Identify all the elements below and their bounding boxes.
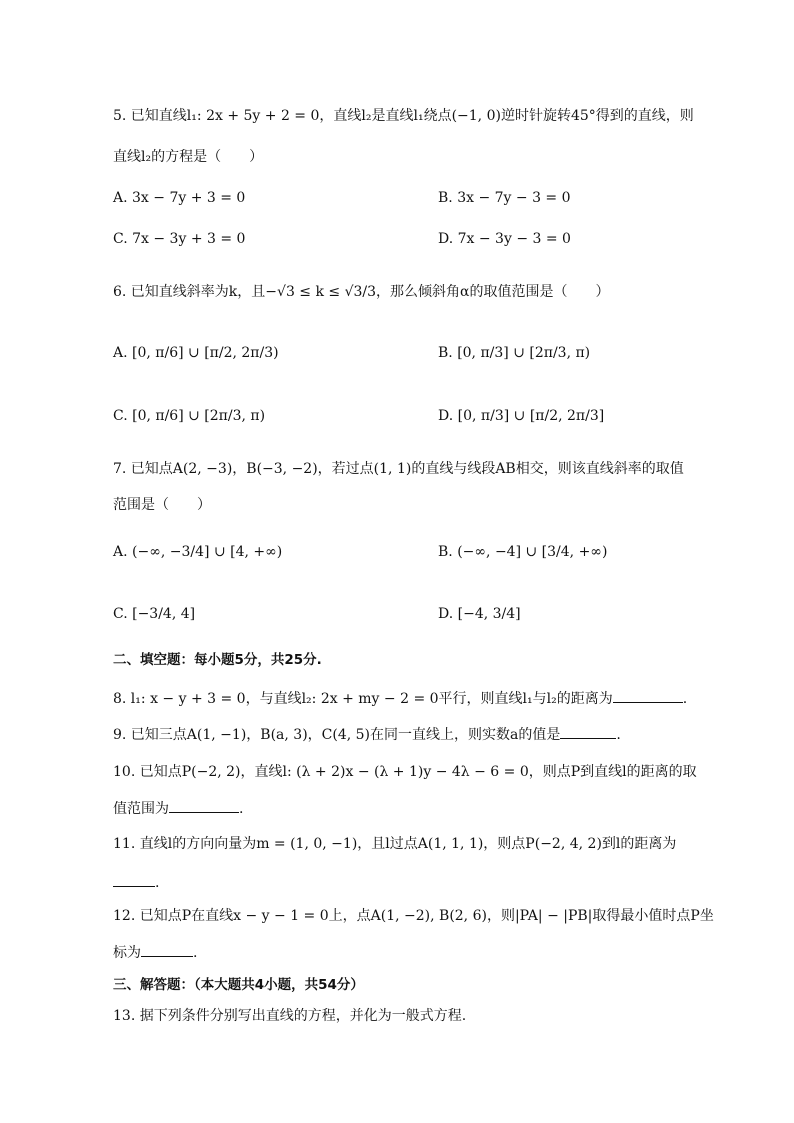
q5-option-b: B. 3x − 7y − 3 = 0 bbox=[438, 190, 571, 206]
q11-end: . bbox=[155, 875, 160, 891]
q6-option-a: A. [0, π/6] ∪ [π/2, 2π/3) bbox=[113, 345, 279, 361]
q12-stem-line2 bbox=[113, 942, 197, 963]
q8-end: . bbox=[682, 691, 688, 707]
q10-answer-blank[interactable] bbox=[169, 798, 239, 813]
q7-stem-line2: 范围是（ ） bbox=[113, 497, 211, 513]
q7-option-d: D. [−4, 3/4] bbox=[438, 606, 521, 622]
q6-option-b: B. [0, π/3] ∪ [2π/3, π) bbox=[438, 345, 591, 361]
q10-stem-line2 bbox=[113, 798, 243, 819]
q8-answer-blank[interactable] bbox=[613, 688, 683, 703]
q10-end: . bbox=[239, 801, 244, 817]
q6-stem: 6. 已知直线斜率为k，且−√3 ≤ k ≤ √3/3，那么倾斜角α的取值范围是（ ） bbox=[113, 284, 610, 300]
q7-stem-line1: 7. 已知点A(2, −3)，B(−3, −2)，若过点(1, 1)的直线与线段AB相交，则该直线斜率的取值 bbox=[113, 461, 684, 477]
q7-option-a: A. (−∞, −3/4] ∪ [4, +∞) bbox=[113, 544, 283, 560]
q9-end: . bbox=[616, 727, 621, 743]
q10-text: 值范围为 bbox=[113, 801, 169, 817]
q8-stem bbox=[113, 688, 687, 709]
q5-stem-line1: 5. 已知直线l₁: 2x + 5y + 2 = 0，直线l₂是直线l₁绕点(−1, 0)逆时针旋转45°得到的直线，则 bbox=[113, 108, 694, 124]
q12-end: . bbox=[193, 945, 198, 961]
q12-answer-blank[interactable] bbox=[141, 942, 193, 957]
section-fill-in-heading: 二、填空题：每小题5分，共25分. bbox=[113, 652, 322, 668]
q9-answer-blank[interactable] bbox=[560, 724, 616, 739]
q6-option-d: D. [0, π/3] ∪ [π/2, 2π/3] bbox=[438, 408, 605, 424]
q9-stem bbox=[113, 724, 621, 745]
q12-text: 标为 bbox=[113, 945, 141, 961]
q6-option-c: C. [0, π/6] ∪ [2π/3, π) bbox=[113, 408, 266, 424]
q7-option-c: C. [−3/4, 4] bbox=[113, 606, 196, 622]
q5-stem-line2: 直线l₂的方程是（ ） bbox=[113, 149, 264, 165]
q5-option-a: A. 3x − 7y + 3 = 0 bbox=[113, 190, 246, 206]
q9-text: 9. 已知三点A(1, −1)，B(a, 3)，C(4, 5)在同一直线上，则实数a的值是 bbox=[113, 727, 561, 743]
q10-stem-line1: 10. 已知点P(−2, 2)，直线l: (λ + 2)x − (λ + 1)y − 4λ − 6 = 0，则点P到直线l的距离的取 bbox=[113, 764, 697, 780]
section-solution-heading: 三、解答题：（本大题共4小题，共54分） bbox=[113, 977, 364, 993]
q5-option-c: C. 7x − 3y + 3 = 0 bbox=[113, 231, 246, 247]
q13-stem: 13. 据下列条件分别写出直线的方程，并化为一般式方程. bbox=[113, 1008, 467, 1024]
q8-text: 8. l₁: x − y + 3 = 0，与直线l₂: 2x + my − 2 = 0平行，则直线l₁与l₂的距离为 bbox=[113, 691, 613, 707]
q11-answer-blank[interactable] bbox=[113, 872, 155, 887]
q11-stem: 11. 直线l的方向向量为m = (1, 0, −1)，且l过点A(1, 1, 1)，则点P(−2, 4, 2)到l的距离为 bbox=[113, 836, 677, 852]
q11-answer-line bbox=[113, 872, 159, 893]
q5-option-d: D. 7x − 3y − 3 = 0 bbox=[438, 231, 571, 247]
q7-option-b: B. (−∞, −4] ∪ [3/4, +∞) bbox=[438, 544, 608, 560]
q12-stem-line1: 12. 已知点P在直线x − y − 1 = 0上，点A(1, −2), B(2, 6)，则|PA| − |PB|取得最小值时点P坐 bbox=[113, 908, 714, 924]
